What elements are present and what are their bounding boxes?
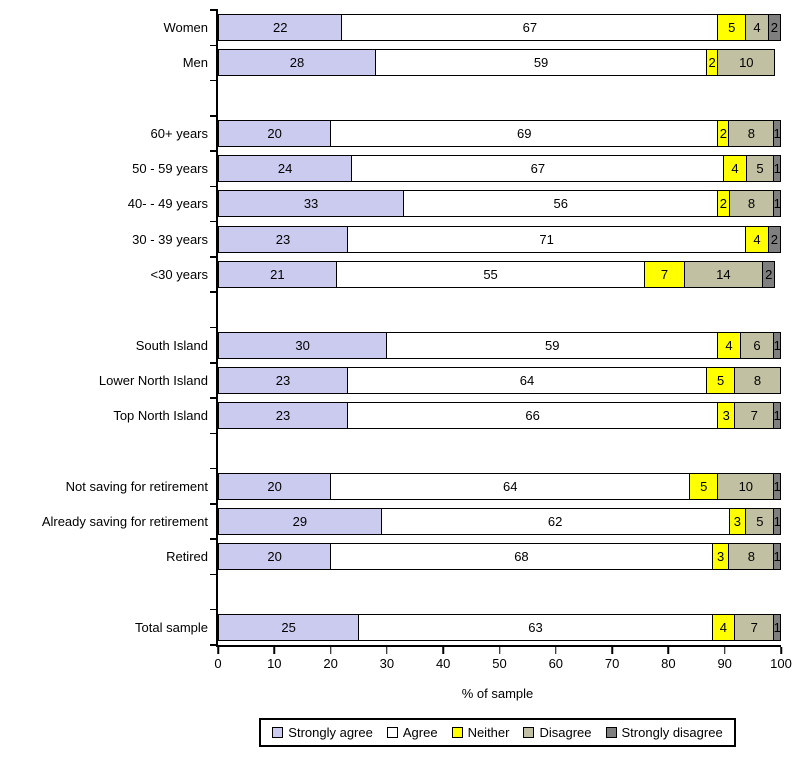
legend-label: Disagree <box>539 725 592 740</box>
bar-segment-strongly-agree <box>219 509 382 534</box>
bar-segment-agree <box>359 615 712 640</box>
stacked-bar <box>218 473 781 500</box>
category-label: 60+ years <box>150 125 208 141</box>
legend-label: Strongly agree <box>288 725 373 740</box>
bar-segment-strongly-agree <box>219 156 352 181</box>
chart-row <box>135 327 781 362</box>
bar-value-label: 1 <box>773 478 781 494</box>
bar-segment-strongly-agree <box>219 544 331 569</box>
bar-value-label: 3 <box>722 408 730 424</box>
bar-segment-agree <box>348 227 746 252</box>
bar-value-label: 7 <box>750 619 758 635</box>
bar-value-label: 33 <box>303 196 319 212</box>
bar-segment-strongly-disagree <box>774 615 780 640</box>
bar-segment-neither <box>718 403 735 428</box>
bar-value-label: 3 <box>716 549 725 565</box>
bar-segment-agree <box>337 262 646 287</box>
chart-row <box>113 398 781 433</box>
bar-segment-agree <box>342 15 718 40</box>
bar-segment-strongly-agree <box>219 368 348 393</box>
stacked-bar <box>218 49 775 76</box>
bar-segment-neither <box>724 156 746 181</box>
y-axis-tick <box>210 45 218 47</box>
chart-row <box>132 151 781 186</box>
bar-value-label: 1 <box>773 619 781 635</box>
chart-row <box>132 222 781 257</box>
bar-segment-strongly-disagree <box>763 262 774 287</box>
bar-value-label: 4 <box>725 337 733 353</box>
legend-item <box>523 726 591 739</box>
y-axis-tick <box>210 538 218 540</box>
bar-value-label: 20 <box>267 549 282 565</box>
bar-segment-neither <box>730 509 747 534</box>
y-axis-tick <box>210 80 218 82</box>
bar-value-label: 23 <box>275 231 291 247</box>
y-axis-tick <box>210 221 218 223</box>
legend-swatch-neither-icon <box>452 727 463 738</box>
bar-segment-strongly-agree <box>219 121 331 146</box>
x-axis-tick-label: 40 <box>435 656 451 671</box>
bar-segment-strongly-agree <box>219 262 337 287</box>
bar-value-label: 24 <box>277 161 293 177</box>
bar-segment-neither <box>718 333 740 358</box>
category-label: Already saving for retirement <box>41 513 208 529</box>
bar-value-label: 2 <box>719 125 727 141</box>
bar-value-label: 4 <box>753 20 761 36</box>
bar-value-label: 71 <box>539 231 554 247</box>
bar-value-label: 59 <box>545 337 560 353</box>
bar-segment-disagree <box>718 474 774 499</box>
bar-value-label: 8 <box>753 372 762 388</box>
y-axis-tick <box>210 574 218 576</box>
bar-value-label: 22 <box>272 20 288 36</box>
bar-segment-disagree <box>746 15 768 40</box>
x-axis-tick-label: 30 <box>379 656 395 671</box>
bar-segment-agree <box>352 156 724 181</box>
bar-segment-strongly-agree <box>219 474 331 499</box>
bar-value-label: 64 <box>502 478 518 494</box>
x-axis-tick-label: 20 <box>323 656 338 671</box>
bar-value-label: 7 <box>660 266 669 282</box>
bar-value-label: 23 <box>275 372 291 388</box>
bar-segment-disagree <box>718 50 774 75</box>
bar-value-label: 7 <box>750 408 758 424</box>
bar-value-label: 14 <box>716 266 731 282</box>
bar-segment-strongly-agree <box>219 227 348 252</box>
bar-segment-strongly-disagree <box>774 156 780 181</box>
bar-value-label: 66 <box>525 408 540 424</box>
bar-value-label: 29 <box>292 513 308 529</box>
stacked-bar <box>218 155 781 182</box>
y-axis-tick <box>210 644 218 646</box>
x-axis-tick <box>555 647 557 654</box>
y-axis-tick <box>210 256 218 258</box>
x-axis-tick-label: 80 <box>661 656 676 671</box>
stacked-bar <box>218 367 781 394</box>
legend-label: Agree <box>402 725 438 740</box>
x-axis-tick <box>611 647 613 654</box>
bar-segment-disagree <box>735 368 780 393</box>
stacked-bar <box>218 190 781 217</box>
bar-segment-strongly-disagree <box>774 191 780 216</box>
bar-value-label: 2 <box>719 196 727 212</box>
chart-row <box>41 504 781 539</box>
bar-value-label: 30 <box>295 337 310 353</box>
chart-row-spacer <box>218 81 781 116</box>
bar-segment-strongly-agree <box>219 615 359 640</box>
category-label: 40- - 49 years <box>127 196 208 212</box>
bar-value-label: 10 <box>738 478 754 494</box>
bar-value-label: 5 <box>756 161 764 177</box>
category-label: Men <box>182 55 208 71</box>
bar-value-label: 69 <box>516 125 532 141</box>
y-axis-tick <box>210 291 218 293</box>
bar-segment-agree <box>331 474 690 499</box>
bar-value-label: 25 <box>281 619 296 635</box>
category-label: 30 - 39 years <box>132 231 208 247</box>
x-axis-tick <box>330 647 332 654</box>
bar-value-label: 64 <box>519 372 535 388</box>
x-axis-tick-label: 100 <box>770 656 792 671</box>
category-label: Retired <box>166 549 208 565</box>
stacked-bar <box>218 226 781 253</box>
bar-value-label: 1 <box>773 408 781 424</box>
bar-segment-disagree <box>747 156 775 181</box>
category-label: Top North Island <box>113 408 208 424</box>
x-axis-tick-label: 90 <box>717 656 732 671</box>
x-axis-title: % of sample <box>461 686 534 701</box>
plot-area <box>41 10 792 671</box>
bar-segment-neither <box>718 15 746 40</box>
bar-segment-agree <box>404 191 718 216</box>
legend-swatch-disagree-icon <box>523 727 534 738</box>
bar-value-label: 5 <box>700 478 708 494</box>
bar-segment-strongly-disagree <box>774 333 780 358</box>
y-axis-tick <box>210 397 218 399</box>
bar-segment-strongly-disagree <box>774 474 780 499</box>
bar-segment-disagree <box>735 615 774 640</box>
category-label: Not saving for retirement <box>65 478 208 494</box>
bar-segment-agree <box>382 509 730 534</box>
bar-value-label: 4 <box>753 231 761 247</box>
stacked-bar <box>218 508 781 535</box>
bar-segment-strongly-agree <box>219 403 348 428</box>
bar-segment-disagree <box>735 403 774 428</box>
bar-segment-strongly-disagree <box>774 121 780 146</box>
bar-value-label: 68 <box>514 549 529 565</box>
bar-value-label: 8 <box>747 549 756 565</box>
chart-row <box>150 116 781 151</box>
bar-segment-strongly-disagree <box>774 403 780 428</box>
bar-segment-strongly-disagree <box>769 227 780 252</box>
legend-wrapper <box>216 718 779 747</box>
chart-row <box>163 10 781 45</box>
legend-swatch-strongly-agree-icon <box>272 727 283 738</box>
y-axis-tick <box>210 609 218 611</box>
legend-item <box>272 726 373 739</box>
stacked-bar <box>218 402 781 429</box>
legend-item <box>452 726 510 739</box>
bar-segment-strongly-disagree <box>769 15 780 40</box>
bar-segment-agree <box>348 368 707 393</box>
bar-segment-agree <box>376 50 707 75</box>
x-axis-tick <box>274 647 276 654</box>
bar-value-label: 3 <box>733 513 742 529</box>
bar-value-label: 1 <box>773 549 781 565</box>
bar-segment-neither <box>718 121 729 146</box>
stacked-bar <box>218 14 781 41</box>
category-label: Total sample <box>135 619 208 635</box>
bar-value-label: 1 <box>773 513 781 529</box>
x-axis-tick-label: 0 <box>214 656 222 671</box>
bar-value-label: 55 <box>483 266 498 282</box>
bar-value-label: 8 <box>747 196 756 212</box>
category-label: South Island <box>135 337 208 353</box>
category-label: Women <box>163 20 208 36</box>
stacked-bar <box>218 120 781 147</box>
bar-value-label: 5 <box>728 20 736 36</box>
y-axis-tick <box>210 9 218 11</box>
bar-segment-agree <box>348 403 718 428</box>
bar-segment-neither <box>707 368 735 393</box>
bar-value-label: 1 <box>773 337 781 353</box>
bar-value-label: 28 <box>289 55 305 71</box>
y-axis-tick <box>210 503 218 505</box>
bar-value-label: 62 <box>547 513 563 529</box>
chart-row-spacer <box>218 433 781 468</box>
bar-segment-disagree <box>730 191 775 216</box>
legend-item <box>387 726 438 739</box>
bar-value-label: 4 <box>719 619 727 635</box>
stacked-bar <box>218 543 781 570</box>
x-axis-tick <box>780 647 782 654</box>
legend-label: Strongly disagree <box>621 725 723 740</box>
bar-segment-neither <box>718 191 729 216</box>
chart-row <box>182 45 781 80</box>
bar-segment-disagree <box>729 544 774 569</box>
bar-segment-disagree <box>741 333 775 358</box>
bar-segment-neither <box>707 50 718 75</box>
chart-row <box>135 610 781 645</box>
chart-row-spacer <box>218 574 781 609</box>
bar-segment-neither <box>690 474 718 499</box>
x-axis-tick <box>499 647 501 654</box>
bar-value-label: 2 <box>770 231 778 247</box>
bar-value-label: 20 <box>267 125 282 141</box>
category-label: 50 - 59 years <box>132 161 208 177</box>
bar-segment-strongly-disagree <box>774 544 780 569</box>
bar-segment-agree <box>331 121 718 146</box>
bar-segment-agree <box>387 333 718 358</box>
chart-row <box>166 539 781 574</box>
category-label: Lower North Island <box>98 372 208 388</box>
bar-segment-disagree <box>746 509 774 534</box>
bar-segment-strongly-agree <box>219 333 387 358</box>
bar-segment-strongly-agree <box>219 50 376 75</box>
x-axis-tick <box>217 647 219 654</box>
bar-value-label: 1 <box>773 125 781 141</box>
bar-segment-agree <box>331 544 712 569</box>
y-axis-tick <box>210 150 218 152</box>
bar-value-label: 5 <box>716 372 725 388</box>
chart-row <box>127 186 781 221</box>
bar-value-label: 23 <box>275 408 291 424</box>
x-axis-tick-label: 60 <box>548 656 564 671</box>
bar-value-label: 4 <box>731 161 739 177</box>
bar-value-label: 10 <box>739 55 754 71</box>
stacked-bar <box>218 332 781 359</box>
chart-row <box>65 468 781 503</box>
bar-segment-strongly-agree <box>219 191 404 216</box>
x-axis-tick <box>724 647 726 654</box>
x-axis-tick-label: 10 <box>267 656 282 671</box>
bar-segment-neither <box>645 262 684 287</box>
bar-value-label: 1 <box>773 196 781 212</box>
bar-segment-strongly-agree <box>219 15 342 40</box>
legend <box>259 718 735 747</box>
bar-value-label: 59 <box>533 55 549 71</box>
bar-value-label: 1 <box>773 161 781 177</box>
legend-item <box>606 726 723 739</box>
bar-segment-neither <box>713 544 730 569</box>
bar-value-label: 20 <box>267 478 282 494</box>
y-axis-tick <box>210 362 218 364</box>
bar-value-label: 6 <box>753 337 761 353</box>
bar-segment-disagree <box>729 121 774 146</box>
bar-value-label: 67 <box>530 161 546 177</box>
stacked-bar <box>218 261 775 288</box>
x-axis-tick-label: 70 <box>604 656 620 671</box>
y-axis-tick <box>210 186 218 188</box>
stacked-bar <box>218 614 781 641</box>
bar-value-label: 21 <box>270 266 285 282</box>
bar-value-label: 5 <box>756 513 764 529</box>
legend-label: Neither <box>467 725 510 740</box>
bar-segment-neither <box>746 227 768 252</box>
bar-value-label: 56 <box>553 196 568 212</box>
chart-row <box>150 257 781 292</box>
y-axis-tick <box>210 115 218 117</box>
y-axis-tick <box>210 327 218 329</box>
bar-value-label: 2 <box>765 266 773 282</box>
chart-row-spacer <box>218 292 781 327</box>
bar-segment-neither <box>713 615 735 640</box>
bar-segment-strongly-disagree <box>774 509 780 534</box>
bar-value-label: 67 <box>522 20 538 36</box>
category-label: <30 years <box>150 266 208 282</box>
x-axis-tick <box>668 647 670 654</box>
bar-value-label: 2 <box>770 20 778 36</box>
bar-segment-disagree <box>685 262 764 287</box>
x-axis-tick-label: 50 <box>492 656 507 671</box>
x-axis-tick <box>386 647 388 654</box>
chart-row <box>98 363 781 398</box>
legend-swatch-agree-icon <box>387 727 398 738</box>
bar-value-label: 63 <box>528 619 543 635</box>
bar-value-label: 2 <box>708 55 716 71</box>
x-axis-tick <box>442 647 444 654</box>
y-axis-tick <box>210 468 218 470</box>
y-axis-tick <box>210 433 218 435</box>
legend-swatch-strongly-disagree-icon <box>606 727 617 738</box>
bar-value-label: 8 <box>747 125 756 141</box>
